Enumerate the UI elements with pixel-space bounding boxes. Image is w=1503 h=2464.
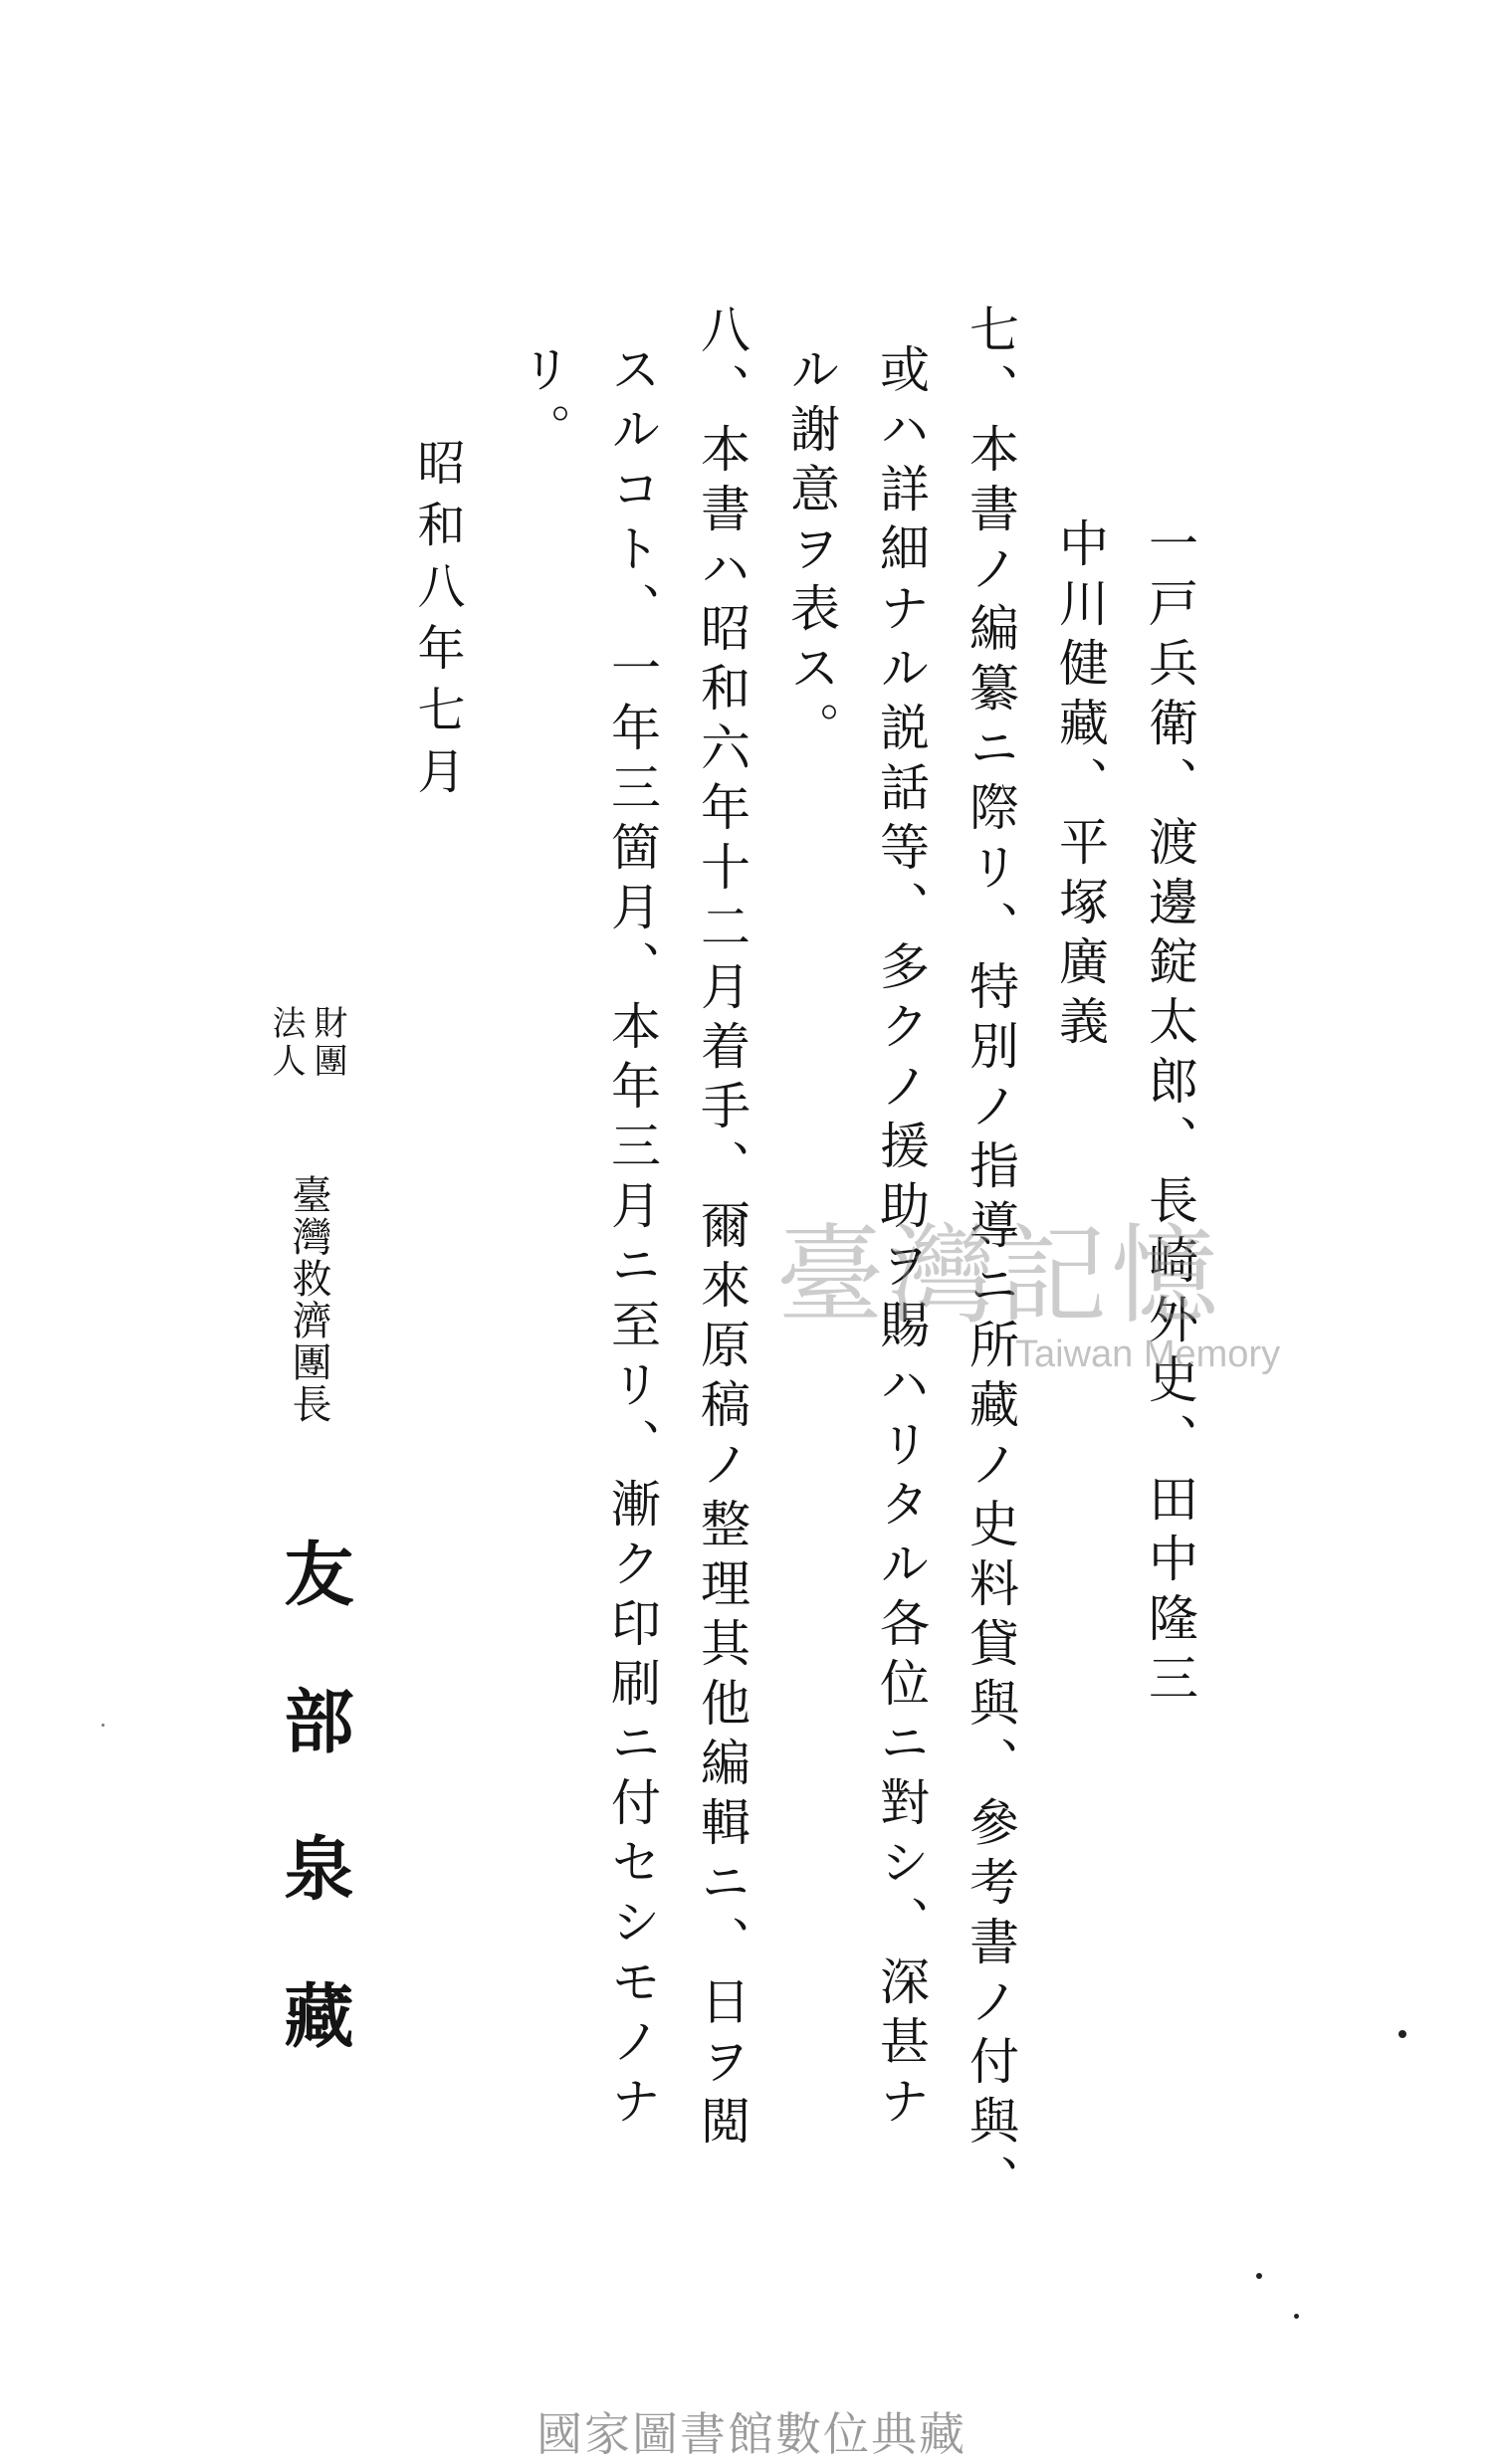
watermark-logo xyxy=(776,1189,1281,1388)
text-column-2: 中川健藏、平塚廣義 xyxy=(1051,517,1109,1055)
scan-speck xyxy=(1294,2314,1299,2319)
text-column-8: リ。 xyxy=(514,343,571,463)
text-column-3: 七、本書ノ編纂ニ際リ、特別ノ指導ニ所藏ノ史料貸與、參考書ノ付與、 xyxy=(962,304,1019,2214)
text-column-6: 八、本書ハ昭和六年十二月着手、爾來原稿ノ整理其他編輯ニ、日ヲ閲 xyxy=(693,304,751,2155)
date-line: 昭和八年七月 xyxy=(409,438,465,808)
org-type-left: 法人 xyxy=(266,1005,306,1081)
text-column-4: 或ハ詳細ナル説話等、多クノ援助ヲ賜ハリタル各位ニ對シ、深甚ナ xyxy=(872,343,930,2135)
text-column-1: 一戸兵衛、渡邊錠太郎、長崎外史、田中隆三 xyxy=(1141,517,1198,1712)
scan-speck xyxy=(102,1724,105,1727)
signature-name: 友部泉藏 xyxy=(273,1538,355,2127)
org-type-right: 財團 xyxy=(308,1005,347,1081)
text-column-7: スルコト、一年三箇月、本年三月ニ至リ、漸ク印刷ニ付セシモノナ xyxy=(603,343,661,2135)
watermark-subtext: Taiwan Memory xyxy=(1015,1334,1281,1375)
text-column-5: ル謝意ヲ表ス。 xyxy=(782,343,840,761)
watermark-text: 臺灣記憶 xyxy=(776,1214,1223,1338)
scan-speck xyxy=(1398,2030,1406,2038)
scan-speck xyxy=(1256,2273,1262,2279)
footer-credit: 國家圖書館數位典藏 xyxy=(537,2407,966,2461)
org-name: 臺灣救濟團長 xyxy=(286,1174,331,1425)
